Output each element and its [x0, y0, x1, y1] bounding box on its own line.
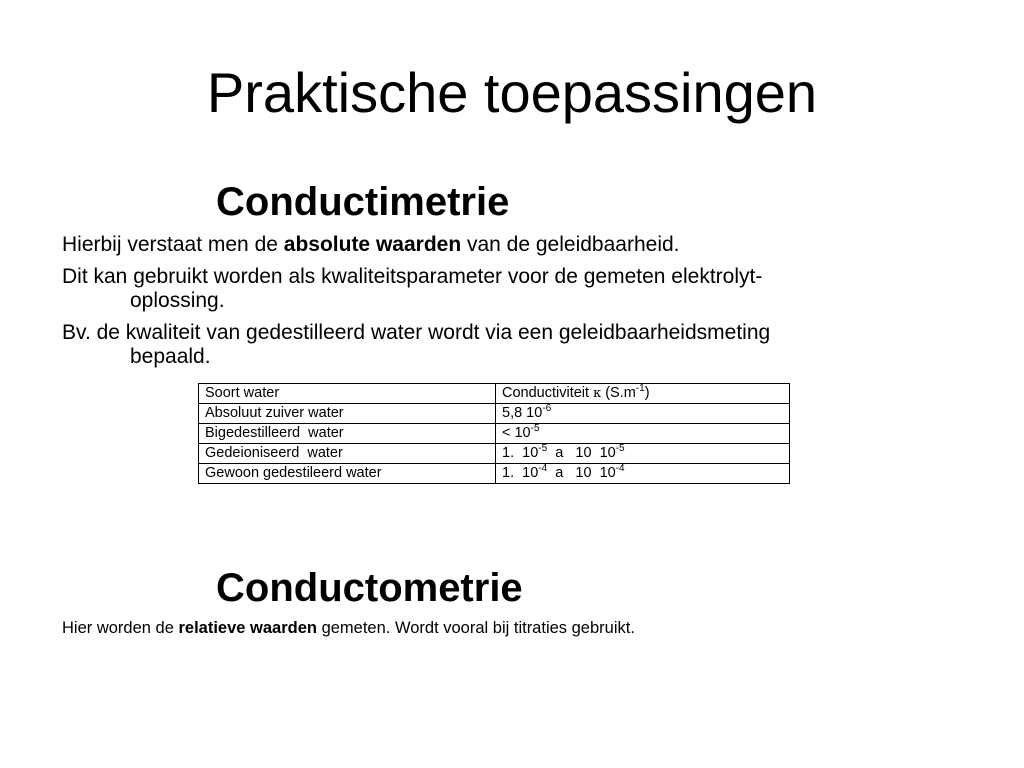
paragraph-distilled-water	[62, 321, 942, 369]
table-header-row	[199, 384, 790, 404]
kappa-symbol: κ	[593, 386, 602, 401]
slide-title: Praktische toepassingen	[206, 61, 818, 124]
paragraph-line: Bv. de kwaliteit van gedestilleerd water wordt via een geleidbaarheidsmeting	[62, 321, 771, 344]
section-heading-conductimetrie: Conductimetrie	[216, 180, 510, 224]
table-cell-value	[496, 464, 790, 484]
value-base: 1. 10	[502, 465, 539, 481]
exponent: -4	[538, 463, 548, 474]
paragraph-bold-text: relatieve waarden	[178, 619, 317, 637]
table-cell-value	[496, 404, 790, 424]
table-cell-value	[496, 424, 790, 444]
table-cell-type: Gedeioniseerd water	[199, 444, 496, 464]
paragraph-quality-parameter	[62, 265, 942, 313]
exponent: -5	[530, 423, 540, 434]
section-heading-conductometrie: Conductometrie	[216, 566, 523, 610]
table-header-cell	[496, 384, 790, 404]
exponent: -4	[615, 463, 625, 474]
conductivity-table	[198, 383, 790, 484]
value-base: < 10	[502, 425, 531, 441]
exponent: -5	[538, 443, 548, 454]
table-header-cell: Soort water	[199, 384, 496, 404]
table-row	[199, 444, 790, 464]
paragraph-text: Hierbij verstaat men de	[62, 233, 284, 256]
table-row	[199, 464, 790, 484]
paragraph-text: van de geleidbaarheid.	[461, 233, 680, 256]
paragraph-absolute-values	[62, 233, 942, 257]
paragraph-text: Hier worden de	[62, 619, 179, 637]
exponent: -1	[635, 383, 645, 394]
paragraph-bold-text: absolute waarden	[283, 233, 462, 256]
header-close: )	[644, 385, 650, 401]
header-unit: (S.m	[601, 385, 636, 401]
value-range: a 10 10	[547, 465, 616, 481]
value-base: 5,8 10	[502, 405, 543, 421]
exponent: -5	[615, 443, 625, 454]
table-cell-type: Absoluut zuiver water	[199, 404, 496, 424]
header-text: Conductiviteit	[502, 385, 594, 401]
paragraph-relative-values	[62, 618, 635, 638]
value-base: 1. 10	[502, 445, 539, 461]
paragraph-line-indented: bepaald.	[130, 345, 211, 368]
paragraph-line-indented: oplossing.	[130, 289, 225, 312]
value-range: a 10 10	[547, 445, 616, 461]
paragraph-line: Dit kan gebruikt worden als kwaliteitsparameter voor de gemeten elektrolyt-	[62, 265, 763, 288]
table-cell-type: Gewoon gedestileerd water	[199, 464, 496, 484]
paragraph-text: gemeten. Wordt vooral bij titraties gebruikt.	[316, 619, 635, 637]
table-row	[199, 404, 790, 424]
table-row	[199, 424, 790, 444]
exponent: -6	[542, 403, 552, 414]
table-cell-value	[496, 444, 790, 464]
table-cell-type: Bigedestilleerd water	[199, 424, 496, 444]
